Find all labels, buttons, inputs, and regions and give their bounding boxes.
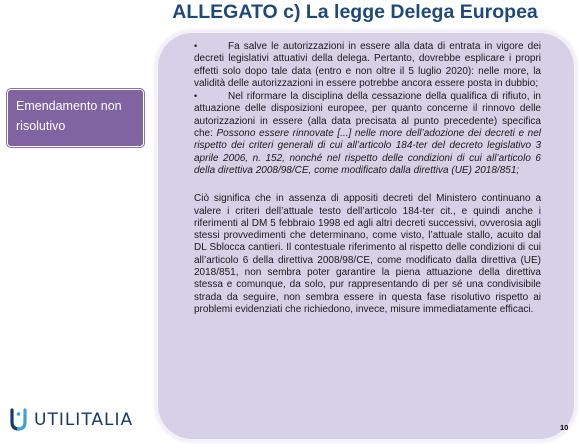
utilitalia-logo [9,407,133,433]
explanation-paragraph: Ciò significa che in assenza di appositi decreti del Ministero continuano a valere i criteri dell’attuale testo dell’articolo 184-ter cit., e quindi anche i riferimenti al DM 5 febbraio 1998 ed agli altri decreti successivi, ovverosia agli stessi provvedimenti che determinano, come visto, l’attuale stallo, acuito dal DL Sblocca cantieri. Il contestuale riferimento al rispetto delle condizioni di cui all’articolo 6 della direttiva 2008/98/CE, come modificato dalla direttiva (UE) 2018/851, non sembra poter garantire la piena attuazione della direttiva stessa e comunque, da solo, pur rappresentando di per sé una condivisibile strada da seguire, non sembra essere in questa fase risolutivo rispetto ai problemi evidenziati che richiedono, invece, misure immediatamente efficaci. [194,193,541,315]
content-text [194,40,541,316]
page-number: 10 [560,423,569,432]
sidebar-label-box [7,89,144,147]
bullet-marker: • [194,41,198,51]
bullet-marker: • [194,91,198,102]
bullet-italic-quote: Possono essere rinnovate [...] nelle more dell’adozione dei decreti e nel rispetto dei criteri generali di cui all’articolo 184-ter del decreto legislativo 3 aprile 2006, n. 152, nonché nel rispetto delle condizioni di cui all’articolo 6 della direttiva 2008/98/CE, come modificato dalla direttiva (UE) 2018/851; [194,128,541,176]
slide-title: ALLEGATO c) La legge Delega Europea [172,1,538,23]
bullet-item-1 [194,40,541,90]
utilitalia-logo-icon [9,408,28,432]
bullet-text: Nel riformare la disciplina della cessazione della qualifica di rifiuto, in attuazione delle disposizioni europee, per quanto concerne il rinnovo delle autorizzazioni in essere (alla data precisata al punto precedente) specifica che: [194,91,541,140]
sidebar-label: Emendamento non risolutivo [16,99,122,133]
bullet-item-2 [194,90,541,177]
logo-text: UTILITALIA [34,410,134,430]
bullet-text: Fa salve le autorizzazioni in essere alla data di entrata in vigore dei decreti legislativi attuativi della delega. Pertanto, dovrebbe esplicare i propri effetti solo dopo tale data (entro e non oltre il 5 luglio 2020): nelle more, la validità delle autorizzazioni in essere potrebbe ancora essere posta in dubbio; [194,41,541,89]
